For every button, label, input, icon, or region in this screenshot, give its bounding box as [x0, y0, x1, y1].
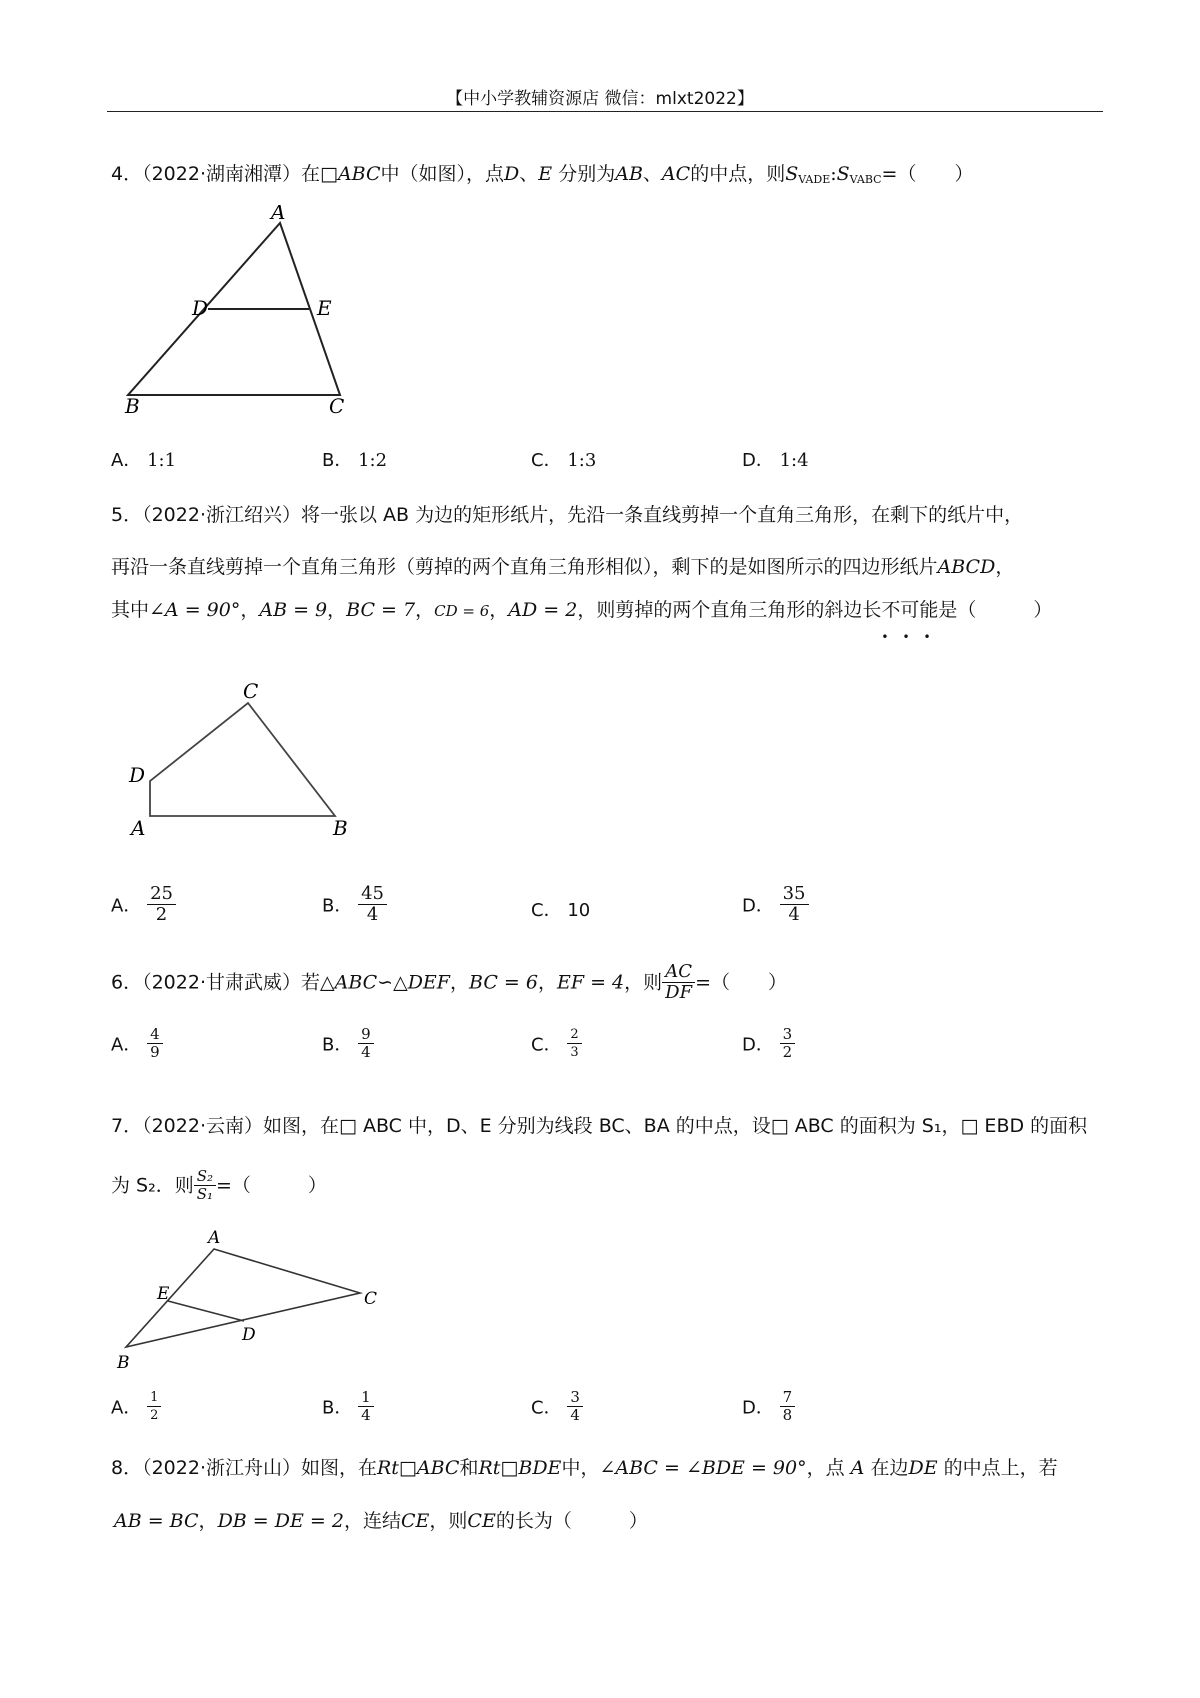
q4-option-b-value: 1:2: [358, 450, 388, 471]
q6-option-c[interactable]: [531, 1026, 582, 1061]
q6-option-d-fraction: [780, 1026, 796, 1061]
q6-fraction: [662, 962, 695, 1003]
q4-t3: 的中点，则: [690, 163, 786, 185]
q4-label-c: C: [329, 394, 345, 415]
q4-option-a-value: 1:1: [147, 450, 177, 471]
q5-comma-3: ，: [415, 599, 435, 621]
q7-option-c-letter: C．: [531, 1397, 562, 1419]
q4-option-c-value: 1:3: [567, 450, 597, 471]
q5-label-c: C: [243, 679, 259, 703]
q6-option-b-num: 9: [358, 1026, 374, 1044]
q4-label-e: E: [317, 296, 332, 320]
q4-prefix: 4．（2022·湖南湘潭）在: [111, 163, 320, 185]
q6-option-a-fraction: [147, 1026, 163, 1061]
q8-ab-bc: AB = BC: [114, 1510, 199, 1532]
q5-emphasis: [881, 599, 945, 644]
q5-option-d-letter: D．: [742, 895, 774, 917]
q5-label-d: D: [129, 763, 146, 787]
q5-option-d-num: 35: [780, 884, 809, 905]
question-5-line-3: [111, 598, 1053, 644]
q8-t5: ，连结: [343, 1510, 401, 1532]
q4-sub2: VABC: [849, 173, 882, 186]
q7-option-c-den: 4: [570, 1406, 580, 1424]
q4-s1: S: [785, 163, 799, 185]
q5-abcd: ABCD: [937, 556, 996, 578]
q5-angle: ∠A = 90°: [149, 599, 241, 621]
q5-quadrilateral-abcd: [150, 703, 335, 816]
q5-option-b[interactable]: [322, 884, 387, 925]
q5-ad: AD = 2: [508, 599, 578, 621]
q5-label-a: A: [131, 816, 146, 840]
question-8-line-2: [114, 1509, 648, 1533]
q4-option-b[interactable]: [322, 446, 387, 472]
q7-option-d[interactable]: [742, 1389, 795, 1424]
q6-option-c-den: 3: [570, 1045, 579, 1060]
q5-option-b-num: 45: [358, 884, 387, 905]
q7-label-b: B: [117, 1353, 130, 1373]
q6-option-a[interactable]: [111, 1026, 163, 1061]
q6-option-b[interactable]: [322, 1026, 374, 1061]
q4-abc: ABC: [337, 163, 381, 185]
q8-a: A: [850, 1457, 865, 1479]
q5-option-b-den: 4: [366, 904, 379, 925]
q6-comma-1: ，: [450, 971, 470, 994]
q6-ef: EF = 4: [556, 971, 625, 994]
q6-option-c-fraction: [567, 1026, 581, 1061]
q5-option-a-num: 25: [147, 884, 176, 905]
q6-option-b-letter: B．: [322, 1034, 353, 1056]
q8-ce-1: CE: [400, 1510, 430, 1532]
q7-option-b-letter: B．: [322, 1397, 353, 1419]
q4-ac: AC: [661, 163, 691, 185]
q4-sep2: 、: [642, 163, 662, 185]
q4-option-d-value: 1:4: [779, 450, 809, 471]
q4-label-b: B: [125, 394, 140, 415]
question-5-line-2: [111, 555, 1014, 579]
q5-option-c-value: 10: [567, 900, 591, 921]
q5-line2a: 再沿一条直线剪掉一个直角三角形（剪掉的两个直角三角形相似），剩下的是如图所示的四边形纸片: [111, 556, 938, 578]
q8-de: DE: [908, 1457, 938, 1479]
q7-option-c-fraction: [567, 1389, 583, 1424]
q5-comma-2: ，: [327, 599, 347, 621]
q8-line1a: 8．（2022·浙江舟山）如图，在: [111, 1457, 377, 1479]
q6-den: DF: [665, 982, 693, 1003]
q5-bc: BC = 7: [346, 599, 416, 621]
q5-comma-4: ，: [489, 599, 509, 621]
q5-emphasis-text: 不可能: [881, 599, 939, 621]
q7-option-c-num: 3: [567, 1389, 583, 1407]
q7-option-d-letter: D．: [742, 1397, 774, 1419]
q5-label-b: B: [333, 816, 348, 840]
q5-comma-1: ，: [240, 599, 260, 621]
q8-t3: 在边: [870, 1457, 909, 1479]
q8-t6: ，则: [429, 1510, 468, 1532]
q4-option-c[interactable]: [531, 446, 596, 472]
q6-tail: =（ ）: [695, 971, 787, 994]
q4-label-d: D: [192, 296, 209, 320]
q7-segment-ed: [168, 1301, 244, 1321]
q6-option-a-letter: A．: [111, 1034, 142, 1056]
q7-den: S₁: [196, 1185, 214, 1203]
q4-option-d-letter: D．: [742, 450, 774, 471]
q4-tri-box: □: [319, 163, 338, 185]
question-8-line-1: [111, 1456, 1058, 1480]
question-7-line-1: 7．（2022·云南）如图，在□ ABC 中，D、E 分别为线段 BC、BA 的中点，设□ ABC 的面积为 S₁，□ EBD 的面积: [111, 1115, 1088, 1137]
q5-option-a[interactable]: [111, 884, 176, 925]
q5-option-a-fraction: [147, 884, 176, 925]
q4-sub1: VADE: [798, 173, 831, 186]
q6-prefix: 6．（2022·甘肃武威）若: [111, 971, 320, 994]
q5-option-b-fraction: [358, 884, 387, 925]
q7-option-d-fraction: [780, 1389, 796, 1424]
q7-fraction: [194, 1168, 216, 1203]
q5-option-d-den: 4: [788, 904, 800, 925]
q5-option-a-den: 2: [155, 904, 168, 925]
q4-label-a: A: [271, 205, 286, 224]
q7-option-c[interactable]: [531, 1389, 583, 1424]
q8-db-de: DB = DE = 2: [217, 1510, 344, 1532]
q6-option-d-den: 2: [782, 1043, 793, 1061]
q4-option-a[interactable]: [111, 446, 176, 472]
q7-tail: =（ ）: [216, 1174, 327, 1197]
question-7-line-2: [111, 1168, 327, 1203]
q5-emphasis-dots: •••: [881, 630, 945, 644]
q5-option-a-letter: A．: [111, 895, 142, 917]
q6-option-b-fraction: [358, 1026, 374, 1061]
q8-t4: 的中点上，若: [943, 1457, 1058, 1479]
q7-option-a[interactable]: [111, 1389, 161, 1424]
q6-option-d[interactable]: [742, 1026, 795, 1061]
q7-option-a-letter: A．: [111, 1397, 142, 1419]
q7-num: S₂: [194, 1168, 216, 1186]
q4-option-d[interactable]: [742, 446, 809, 472]
q7-label-c: C: [364, 1289, 378, 1309]
q4-d: D: [504, 163, 520, 185]
q4-t1: 中（如图），点: [380, 163, 505, 185]
q7-option-a-fraction: [147, 1389, 161, 1424]
q6-option-d-letter: D．: [742, 1034, 774, 1056]
q6-option-a-den: 9: [150, 1043, 160, 1061]
q4-tail: =（ ）: [881, 163, 974, 185]
question-5-line-1: 5．（2022·浙江绍兴）将一张以 AB 为边的矩形纸片，先沿一条直线剪掉一个直角三角形，在剩下的纸片中，: [111, 504, 1024, 526]
q8-and: 和: [459, 1457, 479, 1479]
page-header: 【中小学教辅资源店 微信：mlxt2022】: [446, 89, 754, 109]
q6-option-c-letter: C．: [531, 1034, 562, 1056]
q5-option-c[interactable]: [531, 896, 590, 922]
q8-tail: 的长为（ ）: [495, 1510, 648, 1532]
q5-line2c: ，: [995, 556, 1015, 578]
header-divider: [107, 111, 1103, 112]
q4-option-c-letter: C．: [531, 450, 562, 471]
q8-ce-2: CE: [467, 1510, 496, 1532]
q8-rt1: Rt□ABC: [376, 1457, 460, 1479]
q4-option-b-letter: B．: [322, 450, 353, 471]
q7-option-a-num: 1: [147, 1389, 161, 1407]
q6-num: AC: [662, 962, 695, 983]
q8-t2: ，点: [806, 1457, 845, 1479]
q7-line2a: 为 S₂．则: [111, 1174, 194, 1197]
q7-option-b[interactable]: [322, 1389, 374, 1424]
q7-option-d-num: 7: [780, 1389, 796, 1407]
question-4-stem: [111, 162, 973, 192]
q5-option-b-letter: B．: [322, 895, 353, 917]
q4-triangle-figure: [110, 205, 370, 415]
q4-t2: 分别为: [558, 163, 616, 185]
q8-rt2: Rt□BDE: [478, 1457, 562, 1479]
q6-option-c-num: 2: [567, 1026, 581, 1044]
q4-option-a-letter: A．: [111, 450, 142, 471]
q7-option-b-num: 1: [358, 1389, 374, 1407]
question-6-stem: [111, 962, 787, 1003]
q5-option-d[interactable]: [742, 884, 809, 925]
q7-label-e: E: [157, 1284, 170, 1304]
q8-angle: ∠ABC = ∠BDE = 90°: [599, 1457, 807, 1479]
q6-option-a-num: 4: [147, 1026, 163, 1044]
q7-label-a: A: [208, 1228, 221, 1248]
q5-option-d-fraction: [780, 884, 809, 925]
q7-option-b-den: 4: [361, 1406, 371, 1424]
q6-t1: ，则: [624, 971, 663, 994]
q5-line3b: ，则剪掉的两个直角三角形的斜边长: [577, 599, 882, 621]
q6-option-b-den: 4: [361, 1043, 371, 1061]
q7-triangle-figure: [110, 1225, 390, 1375]
q4-sep1: 、: [519, 163, 539, 185]
q7-option-b-fraction: [358, 1389, 374, 1424]
q4-ab: AB: [615, 163, 643, 185]
q8-t1: 中，: [561, 1457, 600, 1479]
q5-line3c: 是（ ）: [938, 599, 1053, 621]
q5-quadrilateral-figure: [120, 675, 380, 845]
q8-comma-1: ，: [198, 1510, 218, 1532]
q5-option-c-letter: C．: [531, 900, 562, 921]
q5-ab: AB = 9: [259, 599, 328, 621]
q6-bc: BC = 6: [469, 971, 538, 994]
q4-colon: :: [830, 163, 837, 185]
q4-e: E: [538, 163, 553, 185]
q6-similar: △ABC∽△DEF: [319, 971, 450, 994]
q7-option-a-den: 2: [150, 1408, 159, 1423]
q4-s2: S: [836, 163, 850, 185]
q5-line3a: 其中: [111, 599, 150, 621]
q6-comma-2: ，: [537, 971, 557, 994]
q6-option-d-num: 3: [780, 1026, 796, 1044]
q5-cd: CD = 6: [434, 602, 490, 620]
q7-label-d: D: [242, 1325, 256, 1345]
q7-option-d-den: 8: [782, 1406, 793, 1424]
